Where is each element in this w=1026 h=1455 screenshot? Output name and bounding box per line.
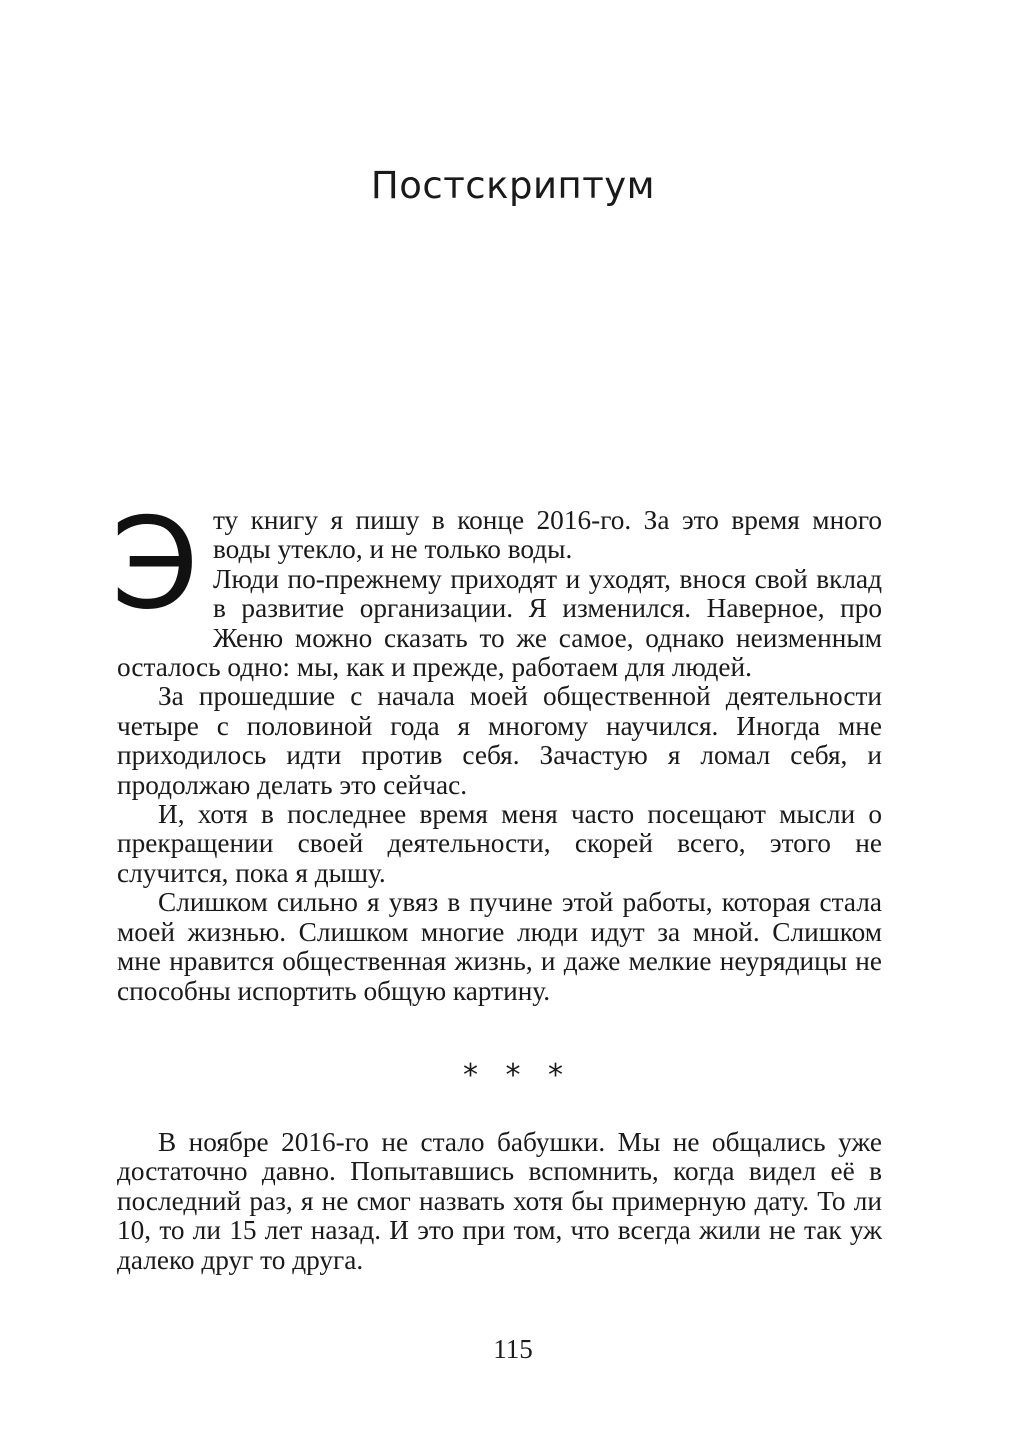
paragraph-opening (117, 506, 882, 565)
chapter-title: Постскриптум (370, 164, 656, 207)
paragraph: И, хотя в последнее время меня часто посещают мысли о прекращении своей деятельности, скорей всего, этого не случится, пока я дышу. (117, 799, 882, 888)
chapter-body (111, 490, 882, 1006)
chapter-body-continued (117, 1128, 882, 1275)
opening-section (111, 490, 882, 683)
paragraph: За прошедшие с начала моей общественной деятельности четыре с половиной года я многому научился. Иногда мне приходилось идти против себя. Зачастую я ломал себя, и продолжаю делать это сейчас. (117, 681, 882, 800)
paragraph-second-text: Люди по-прежнему приходят и уходят, внося свой вклад в развитие организации. Я изменился. Наверное, про Женю можно сказать то же самое, однако неизменным осталось одно: мы, как и прежде, работаем для людей. (117, 563, 882, 683)
paragraph-second (117, 565, 882, 683)
section-separator: * * * (462, 1058, 564, 1093)
page-number: 115 (493, 1334, 533, 1364)
drop-cap-letter: Э (111, 490, 199, 637)
paragraph: В ноябре 2016-го не стало бабушки. Мы не общались уже достаточно давно. Попытавшись вспомнить, когда видел её в последний раз, я не смог назвать хотя бы примерную дату. То ли 10, то ли 15 лет назад. И это при том, что всегда жили не так уж далеко друг то друга. (117, 1127, 882, 1275)
paragraph-opening-text: ту книгу я пишу в конце 2016-го. За это время много воды утекло, и не только воды. (212, 505, 882, 565)
paragraph: Слишком сильно я увяз в пучине этой работы, которая стала моей жизнью. Слишком многие люди идут за мной. Слишком мне нравится общественная жизнь, и даже мелкие неурядицы не способны испортить общую картину. (117, 887, 882, 1006)
